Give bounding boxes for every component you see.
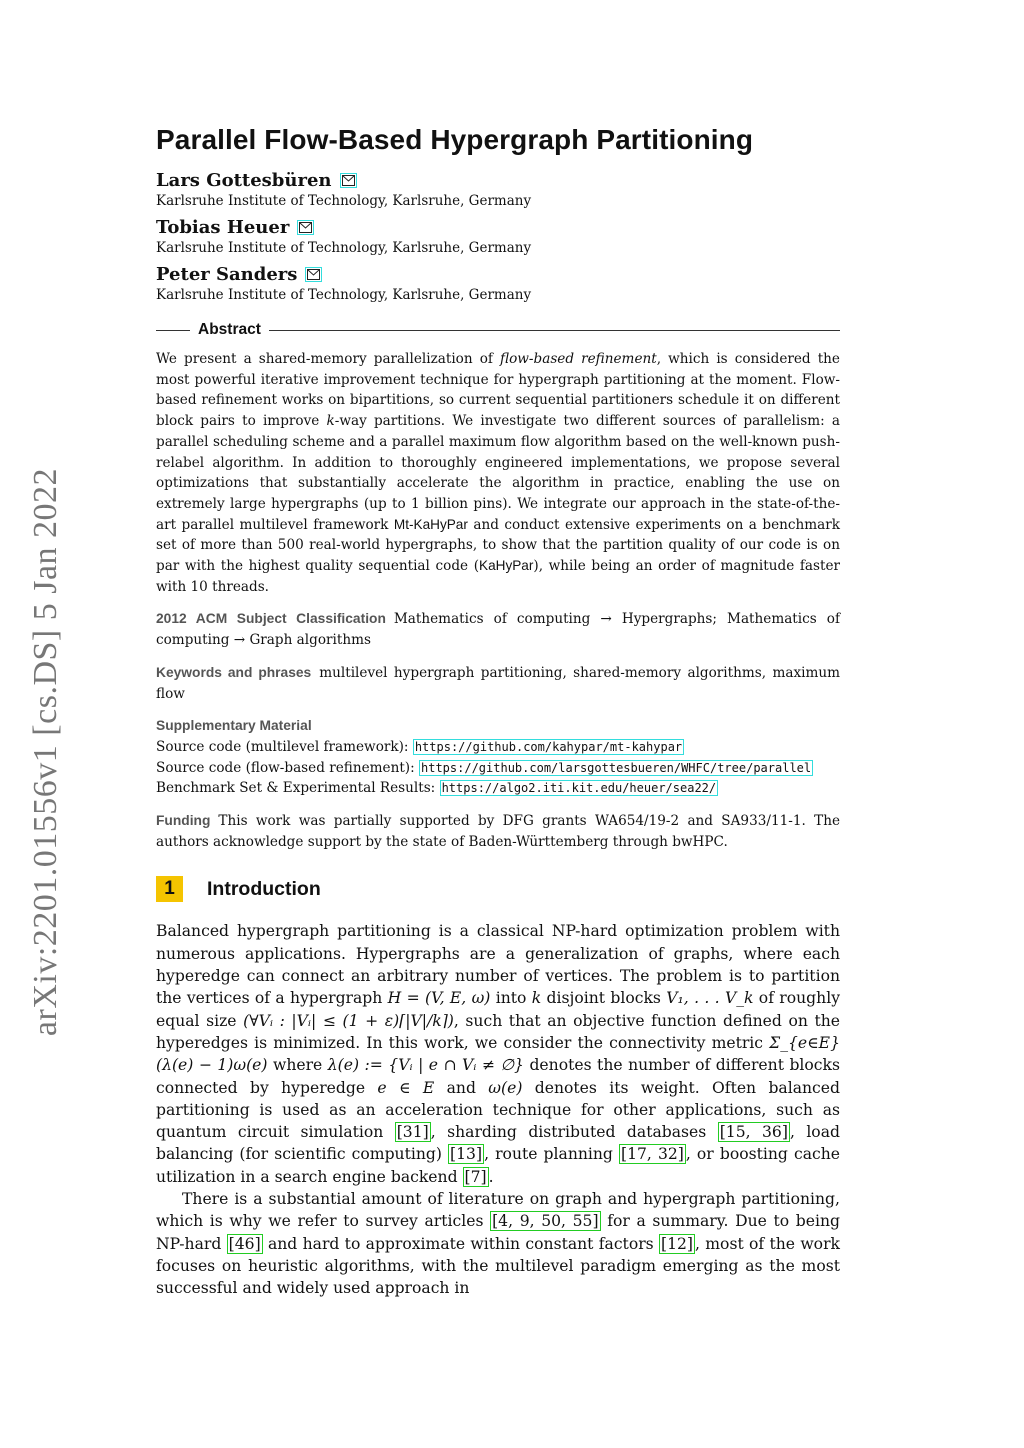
author-name: Lars Gottesbüren <box>156 170 332 191</box>
paper-title: Parallel Flow-Based Hypergraph Partitioning <box>156 124 754 155</box>
paper-content <box>156 124 840 1300</box>
divider <box>156 330 190 331</box>
author-block <box>156 217 840 256</box>
citation-link[interactable]: [15, 36] <box>719 1123 788 1142</box>
author-block <box>156 264 840 303</box>
repo-link[interactable]: https://github.com/kahypar/mt-kahypar <box>414 739 683 754</box>
email-icon[interactable] <box>340 173 357 188</box>
supplementary-material: Supplementary Material Source code (multilevel framework): https://github.com/kahypar/mt-kahypar Source code (flow-based refinement): https://github.com/larsgottesbueren/WHFC/tree/parallel Benchmark Set & Experimental Results: https://algo2.iti.kit.edu/heuer/sea22/ <box>156 716 840 799</box>
citation-link[interactable]: [13] <box>450 1145 483 1164</box>
citation-link[interactable]: [17, 32] <box>621 1145 684 1164</box>
funding: Funding This work was partially supported by DFG grants WA654/19-2 and SA933/11-1. The authors acknowledge support by the state of Baden-Württemberg through bwHPC. <box>156 813 840 850</box>
author-name: Peter Sanders <box>156 264 298 285</box>
paragraph: Balanced hypergraph partitioning is a classical NP-hard optimization problem with numerous applications. Hypergraphs are a generalization of graphs, where each hyperedge can connect an arbitrary number of vertices. The problem is to partition the vertices of a hypergraph H = (V, E, ω) into k disjoint blocks V₁, . . . V_k of roughly equal size (∀Vᵢ : |Vᵢ| ≤ (1 + ε)⌈|V|/k⌉), such that an objective function defined on the hyperedges is minimized. In this work, we consider the connectivity metric Σ_{e∈E}(λ(e) − 1)ω(e) where λ(e) := {Vᵢ | e ∩ Vᵢ ≠ ∅} denotes the number of different blocks connected by hyperedge e ∈ E and ω(e) denotes its weight. Often balanced partitioning is used as an acceleration technique for other applications, such as quantum circuit simulation [31] , sharding distributed databases [15, 36] , load balancing (for scientific computing) [13] , route planning [17, 32] , or boosting cache utilization in a search engine backend [7] . <box>156 922 841 1186</box>
citation-link[interactable]: [31] <box>396 1123 429 1142</box>
benchmark-link[interactable]: https://algo2.iti.kit.edu/heuer/sea22/ <box>441 781 717 796</box>
citation-link[interactable]: [46] <box>228 1234 261 1253</box>
introduction-text <box>156 920 840 1299</box>
citation-link[interactable]: [12] <box>660 1234 693 1253</box>
supplementary-line: Source code (flow-based refinement): https://github.com/larsgottesbueren/WHFC/tree/parallel <box>156 759 812 776</box>
arxiv-sidebar <box>22 462 70 1042</box>
author-affiliation: Karlsruhe Institute of Technology, Karlsruhe, Germany <box>156 240 532 256</box>
tool-name: KaHyPar <box>479 558 534 574</box>
supplementary-line: Source code (multilevel framework): https://github.com/kahypar/mt-kahypar <box>156 738 683 755</box>
supplementary-line: Benchmark Set & Experimental Results: https://algo2.iti.kit.edu/heuer/sea22/ <box>156 780 717 797</box>
abstract-heading: Abstract <box>156 321 840 339</box>
section-number: 1 <box>156 876 183 902</box>
citation-link[interactable]: [4, 9, 50, 55] <box>492 1212 599 1231</box>
section-title: Introduction <box>207 877 321 900</box>
keywords: Keywords and phrases multilevel hypergraph partitioning, shared-memory algorithms, maximum flow <box>156 664 841 702</box>
section-heading <box>156 876 840 902</box>
email-icon[interactable] <box>297 220 314 235</box>
citation-link[interactable]: [7] <box>464 1167 487 1186</box>
author-name: Tobias Heuer <box>156 217 290 238</box>
author-block <box>156 170 840 209</box>
email-icon[interactable] <box>305 267 322 282</box>
author-affiliation: Karlsruhe Institute of Technology, Karlsruhe, Germany <box>156 287 532 303</box>
divider <box>269 330 840 331</box>
abstract-text: We present a shared-memory parallelization of flow-based refinement, which is considered the most powerful iterative improvement technique for hypergraph partitioning at the moment. Flow-based refinement works on bipartitions, so current sequential partitioners schedule it on different block pairs to improve k-way partitions. We investigate two different sources of parallelism: a parallel scheduling scheme and a parallel maximum flow algorithm based on the well-known push-relabel algorithm. In addition to thoroughly engineered implementations, we propose several optimizations that substantially accelerate the algorithm in practice, enabling the use on extremely large hypergraphs (up to 1 billion pins). We integrate our approach in the state-of-the-art parallel multilevel framework Mt-KaHyPar and conduct extensive experiments on a benchmark set of more than 500 real-world hypergraphs, to show that the partition quality of our code is on par with the highest quality sequential code (KaHyPar), while being an order of magnitude faster with 10 threads. <box>156 351 840 595</box>
acm-classification: 2012 ACM Subject Classification Mathematics of computing → Hypergraphs; Mathematics of computing → Graph algorithms <box>156 611 840 649</box>
paragraph: There is a substantial amount of literature on graph and hypergraph partitioning, which is why we refer to survey articles [4, 9, 50, 55] for a summary. Due to being NP-hard [46] and hard to approximate within constant factors [12] , most of the work focuses on heuristic algorithms, with the multilevel paradigm emerging as the most successful and widely used approach in <box>156 1190 840 1298</box>
repo-link[interactable]: https://github.com/larsgottesbueren/WHFC/tree/parallel <box>421 760 812 775</box>
author-affiliation: Karlsruhe Institute of Technology, Karlsruhe, Germany <box>156 193 532 209</box>
tool-name: Mt-KaHyPar <box>393 516 468 532</box>
arxiv-identifier: arXiv:2201.01556v1 [cs.DS] 5 Jan 2022 <box>27 467 64 1037</box>
